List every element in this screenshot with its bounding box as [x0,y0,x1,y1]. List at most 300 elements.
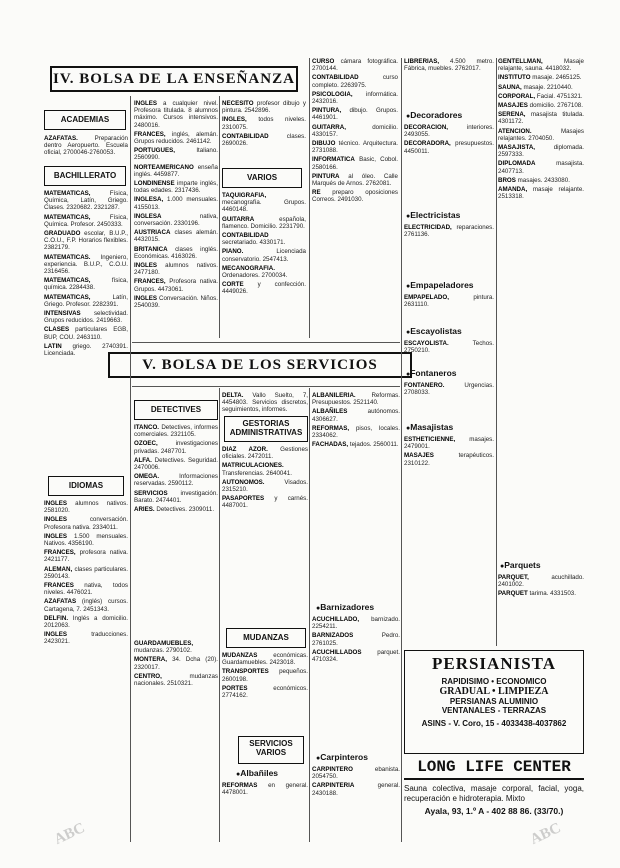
listing-keyword: INGLESA, [134,196,164,204]
listing-keyword: SERENA, [498,111,526,119]
listing [312,616,400,630]
listing-text: española, flamenco. Domicilio. 2231790. [222,215,306,230]
listing-text: ebanista. 2054750. [312,766,400,781]
listing [312,107,398,121]
listing-keyword: DIPLOMADA [498,160,536,168]
section-divider [132,386,400,387]
column-divider [130,96,131,842]
listing [44,277,128,291]
listing [134,180,218,194]
listing-text: masajes. 2479001. [404,436,494,451]
listing [498,590,584,597]
listing-text: masajes. 2433080. [517,176,570,184]
listing-text: Techos. 2750210. [404,340,494,355]
listing-keyword: ACUCHILLADO, [312,616,360,623]
listing-keyword: MATEMATICAS, [44,293,91,301]
listing [404,382,494,396]
listing-keyword: CARPINTERO [312,766,353,773]
listing [312,425,400,439]
listing-keyword: CARPINTERIA [312,782,355,790]
listing-keyword: FRANCES, [134,278,166,286]
listing-keyword: MASAJISTA, [498,144,536,152]
listing-text: 1.500 mensuales. Nativos. 4356190. [44,532,128,548]
listing [134,147,218,161]
listing [222,782,308,796]
listing [222,133,306,147]
listing-text: parquet. 4710324. [312,648,400,664]
listing-keyword: CLASES [44,326,70,334]
listing [312,408,400,422]
listing [222,392,308,414]
listing-keyword: MASAJES [404,452,434,460]
listing-text: autónomos. 4306627. [312,408,400,423]
listing [134,164,218,178]
mudanzas-column-a [134,640,218,840]
listing-keyword: FACHADAS, [312,441,349,449]
listing-text: diplomada. 2597333. [498,144,584,159]
listing-text: a cualquier nivel. Profesora titulada. 8 alumnos máximo. Cursos intensivos. 2480016. [134,100,218,129]
listing-text: investigación. Barato. 2474401. [134,489,218,504]
masajistas-category: ● Masajistas [406,422,453,432]
listing-keyword: ALFA. [134,456,152,464]
listing [312,441,400,448]
listing [134,100,218,129]
listing-keyword: ALEMAN, [44,565,73,573]
listing-keyword: MASAJES [498,102,528,110]
listing [134,229,218,243]
fontaneros-column [404,382,494,418]
listing-keyword: GUITARRA [222,215,255,223]
listing-keyword: PORTES [222,684,248,692]
listing-text: 4.500 metro. Fábrica, muebles. 2762017. [404,58,494,73]
listing-text: Detectives. 2309011. [156,506,215,514]
listing-text: Transferencias. 2640041. [222,469,292,477]
listing [134,506,218,513]
servicios-varios-heading: SERVICIOS VARIOS [238,736,304,764]
gestorias-heading: GESTORIAS ADMINISTRATIVAS [224,416,308,442]
listing-text: informática. 2432016. [312,90,398,106]
listing [312,632,400,646]
listing-keyword: AUTONOMOS. [222,478,265,486]
albanileria-column [312,392,400,592]
listing-text: masajista titulada. 4301172. [498,111,584,126]
listing-keyword: GUARDAMUEBLES, [134,640,194,647]
listing-keyword: PIANO. [222,248,244,256]
long-life-center-title: LONG LIFE CENTER [404,758,584,780]
listing-text: domicilio. 2767108. [529,102,583,110]
column-divider [401,58,402,842]
listing-keyword: INGLES [134,100,158,107]
listing [44,230,128,252]
listing-keyword: GUITARRA, [312,123,346,131]
listing-text: interiores. 2493055. [404,124,494,139]
listing-keyword: AZAFATAS. [44,135,78,142]
listing [44,631,128,645]
listing-text: griego. 2740391. Licenciada. [44,342,128,358]
empapeladores-column [404,294,494,322]
listing [222,652,308,666]
section-divider [132,342,400,343]
listing-text: secretariado. 4330171. [222,239,286,247]
listing [498,574,584,588]
listing-text: Preparación dentro Aeropuerto. Escuela oficial, 2700046-2760053. [44,135,128,157]
listing [312,392,400,406]
listing [44,582,128,596]
listing [134,640,218,654]
listing-keyword: ALBAÑILERIA. [312,392,356,399]
listing [312,649,400,663]
listing-text: enseña inglés. 4459877. [134,163,218,178]
listing-keyword: AZAFATAS [44,598,77,606]
listing [404,140,494,154]
listing-keyword: CORTE [222,281,244,289]
gestorias-column [222,446,308,626]
listing-text: nativa, todos niveles. 4476021. [44,582,128,597]
escayolistas-column [404,340,494,364]
idiomas-heading: IDIOMAS [48,476,124,496]
listing-keyword: PARQUET, [498,574,529,581]
column-divider [309,388,310,842]
listing-text: Masaje relajante, sauna. 4418032. [498,58,584,73]
listing-keyword: ESCAYOLISTA. [404,340,449,347]
listing [134,673,218,687]
listing-text: económicos. 2774162. [222,684,308,700]
listing-keyword: DIBUJO [312,140,336,148]
listing-keyword: TAQUIGRAFIA, [222,192,267,199]
listing-text: (inglés) cursos. Cartagena, 7. 2451343. [44,598,128,613]
listing-text: 34. Dcha (20). 2320017. [134,656,218,671]
listing-text: preparo oposiciones Correos. 2491030. [312,189,398,204]
listing [44,500,128,514]
column-divider [309,58,310,338]
listing-text: masaje. 2465125. [532,74,582,82]
long-life-center-address: Ayala, 93, 1.º A - 402 88 86. (33/70.) [424,806,564,816]
listing-keyword: OMEGA. [134,473,160,481]
listing-keyword: LIBRERIAS, [404,58,440,65]
decoradores-column [404,124,494,200]
listing [44,533,128,547]
listing-text: Masajes relajantes. 2704050. [498,127,584,142]
listing-keyword: INGLES [44,500,68,507]
listing-text: investigaciones privadas. 2487701. [134,440,218,455]
listing-keyword: DELTA. [222,392,244,399]
listing-text: económicas. Guardamuebles. 2423018. [222,652,308,667]
fontaneros-category: ● Fontaneros [406,368,457,378]
listing [222,281,306,295]
listing-keyword: REFORMAS, [312,424,350,432]
listing-keyword: MONTERA, [134,656,167,664]
carpinteros-column [312,766,400,840]
listing-text: tarima. 4331503. [529,590,576,598]
idiomas-column-2 [134,100,218,338]
listing [222,668,308,682]
detectives-heading: DETECTIVES [134,400,218,420]
listing-keyword: DELFIN. [44,614,69,622]
listing [312,91,398,105]
listing-keyword: ATENCION. [498,127,532,135]
listing-keyword: FRANCES [44,582,74,590]
listing-keyword: ELECTRICIDAD, [404,224,452,231]
listing-text: Visados. 2315210. [222,478,308,494]
listing [134,656,218,670]
listing-text: Reformas. Presupuestos. 2521140. [312,392,400,407]
long-life-center-text: Sauna colectiva, masaje corporal, facial, yoga, recuperación e hidroterapia. Mixto [404,784,584,803]
bachillerato-heading: BACHILLERATO [44,166,126,186]
listing-text: curso completo. 2263975. [312,74,398,89]
delta-listing [222,392,308,414]
listing-keyword: OZOEC, [134,440,158,448]
listing-text: conversación. Profesora nativa. 2334011. [44,516,128,531]
listing-text: domicilio. 4330157. [312,123,398,138]
listing-text: física, química. 2284438. [44,277,128,292]
listing [44,549,128,563]
watermark-right: ABC [527,820,564,848]
listing [498,58,584,72]
listing [44,598,128,612]
listing-keyword: MATEMATICAS. [44,253,91,261]
listing-keyword: CENTRO, [134,672,162,680]
listing-keyword: TRANSPORTES [222,668,269,676]
listing [222,495,308,509]
listing [404,452,494,466]
watermark-left: ABC [51,820,88,848]
listing-keyword: RE [312,189,321,197]
listing-text: Detectives, informes comerciales. 2321105. [134,424,218,439]
listing-text: clases inglés. Económicas. 4163026. [134,245,218,260]
listing-keyword: BRITANICA [134,245,168,253]
listing-text: mudanzas. 2790102. [134,647,192,655]
listing-keyword: ACUCHILLADOS [312,648,362,656]
albaniles-column [222,782,308,840]
persianista-line-1: RAPIDISIMO • ECONOMICO [441,677,547,686]
listing [404,58,494,72]
listing [222,216,306,230]
listing-text: mudanzas nacionales. 2510321. [134,672,218,688]
listing-keyword: EMPAPELADO, [404,294,449,301]
bachillerato-column [44,190,128,470]
listing-keyword: MECANOGRAFIA. [222,264,275,272]
listing-text: clases. 2690026. [222,132,306,148]
listing [134,440,218,454]
listing [312,766,400,780]
listing [404,124,494,138]
escayolistas-category: ● Escayolistas [406,326,462,336]
listing-text: reparaciones. 2761136. [404,224,494,239]
listing-keyword: ITANCO. [134,424,159,431]
detectives-column [134,424,218,634]
listing [134,295,218,309]
listing-text: imparte inglés, todas edades. 2317436. [134,180,218,195]
listing-text: Detectives. Seguridad. 2470006. [134,456,218,472]
barnizadores-category: ● Barnizadores [316,602,374,612]
listing [498,111,584,125]
listing-keyword: MATRICULACIONES. [222,462,284,470]
persianista-line-2: GRADUAL • LIMPIEZA [439,686,549,697]
listing-keyword: CORPORAL, [498,92,536,100]
listing-keyword: BARNIZADOS [312,632,354,640]
listing [222,446,308,460]
listing-text: al óleo. Calle Marqués de Arnos. 2762081. [312,172,398,188]
varios-column-b [222,192,306,338]
listing [134,278,218,292]
listing [404,436,494,450]
listing-keyword: PASAPORTES [222,495,265,503]
listing-keyword: ESTHETICIENNE, [404,436,456,443]
listing-keyword: INGLES [44,631,68,639]
masajistas-column [404,436,494,646]
listing-text: alumnos nativos. 2477180. [134,262,218,277]
listing [134,424,218,438]
listing-text: profesor dibujo y pintura. 2542896. [222,100,306,115]
persianista-line-3: PERSIANAS ALUMINIO [449,697,539,706]
listing [498,144,584,158]
listing [222,248,306,262]
listing-keyword: GRADUADO [44,230,81,238]
column-divider [219,388,220,842]
listing-text: alumnos nativos. 2581020. [44,500,128,515]
listing [44,135,128,157]
listing-keyword: INGLES, [222,116,247,124]
listing [44,566,128,580]
listing-text: Basic, Cobol. 2580166. [312,156,398,171]
listing [404,224,494,238]
listing-keyword: INSTITUTO [498,74,531,82]
listing [222,192,306,214]
listing-keyword: AUSTRIACA [134,229,171,237]
listing [312,140,398,154]
listing-text: mecanografía. Grupos. 4460148. [222,199,306,214]
albaniles-category: ● Albañiles [236,768,278,778]
listing-text: clases particulares. 2590143. [44,565,128,580]
listing [134,196,218,210]
listing-text: Informaciones reservadas. 2590112. [134,473,218,488]
listing [312,124,398,138]
listing-keyword: DIAZ AZOR. [222,446,268,453]
mudanzas-heading: MUDANZAS [226,628,306,648]
listing-keyword: CURSO [312,58,335,65]
listing [498,177,584,184]
listing-keyword: BROS [498,176,516,184]
listing-text: masajista. 2407713. [498,160,584,175]
listing [312,782,400,796]
decoradores-category: ● Decoradores [406,110,462,120]
listing-text: y confección. 4449026. [222,281,306,296]
listing [134,457,218,471]
listing-text: Gestiones oficiales. 2472011. [222,446,308,461]
listing [134,213,218,227]
listing-keyword: PINTURA [312,172,340,180]
listing-text: clases alemán. 4432015. [134,229,218,244]
listing-text: masaje relajante. 2513318. [498,186,584,201]
listing-text: Latín, Griego. Profesor. 2282391. [44,293,128,308]
listing [44,516,128,530]
listing [404,340,494,354]
listing-text: Conversación. Niños. 2540039. [134,294,218,310]
parquets-column [498,574,584,648]
listing-keyword: ARIES. [134,506,155,514]
listing [312,156,398,170]
listing [44,310,128,324]
listing-text: acuchillado. 2401002. [498,574,584,589]
listing [312,189,398,203]
electricistas-category: ● Electricistas [406,210,460,220]
listing-text: traducciones. 2423021. [44,631,128,646]
listing [312,173,398,187]
listing-keyword: INGLES [44,516,68,524]
listing [44,254,128,276]
listing-keyword: REFORMAS [222,782,258,789]
listing-text: Profesora nativa. Grupos. 4473061. [134,278,218,293]
listing-text: Licenciada conservatorio. 2547413. [222,248,306,263]
listing [134,473,218,487]
listing-keyword: MUDANZAS [222,652,258,659]
listing [134,131,218,145]
listing [222,265,306,279]
barnizadores-column [312,616,400,746]
section-ensenanza-title: IV. BOLSA DE LA ENSEÑANZA [50,66,298,92]
listing-text: y carnés. 4487001. [222,495,308,510]
listing-keyword: PARQUET [498,590,528,598]
listing-text: profesora nativa. 2421177. [44,549,128,564]
electricistas-column [404,224,494,272]
listing-keyword: MATEMATICAS, [44,277,91,285]
carpinteros-category: ● Carpinteros [316,752,368,762]
listing-keyword: INFORMATICA [312,156,355,164]
parquets-category: ● Parquets [500,560,541,570]
listing-keyword: GENTELLMAN, [498,58,543,65]
persianista-ad [404,650,584,754]
listing-keyword: INGLES [134,262,158,270]
mudanzas-column-b [222,652,308,732]
persianista-title: PERSIANISTA [431,654,557,673]
section-servicios-title: V. BOLSA DE LOS SERVICIOS [108,352,412,378]
listing [134,490,218,504]
listing-keyword: SAUNA, [498,83,522,91]
listing-text: escolar, B.U.P., C.O.U., F.P. Horarios flexibles. 2382179. [44,230,128,252]
listing-text: Vallo Suelto, 7, 4454803. Servicios discretos, seguimientos, informes. [222,392,308,414]
listing [44,214,128,228]
listing-keyword: PINTURA, [312,107,342,115]
empapeladores-category: ● Empapeladores [406,280,474,290]
listing [498,74,584,81]
listing-text: Urgencias. 2708033. [404,382,494,397]
listing-text: Inglés a domicilio. 2012063. [44,614,128,630]
listing-text: Física, Química, Latín, Griego. Clases. 2320682. 2321287. [44,190,128,212]
listing-keyword: SERVICIOS [134,489,168,497]
listing-keyword: NECESITO [222,100,254,107]
listing-text: Pedro. 2761025. [312,632,400,647]
listing [222,116,306,130]
listing [498,102,584,109]
listing-keyword: MATEMATICAS, [44,213,91,221]
listing-keyword: PSICOLOGIA, [312,90,353,98]
listing-text: Facial. 4751321. [536,92,583,100]
listing-text: Física, Química. Profesor. 2450333. [44,213,128,228]
masajes-right-column [498,58,584,550]
listing-text: selectividad. Grupos reducidos. 2419663. [44,310,128,325]
listing [222,232,306,246]
listing-keyword: DECORACION, [404,124,449,131]
librerias-column [404,58,494,104]
listing [404,294,494,308]
listing [222,479,308,493]
listing-text: barnizado. 2254211. [312,616,400,631]
listing-text: cámara fotográfica. 2700144. [312,58,398,73]
listing-text: presupuestos. 4450011. [404,140,494,155]
listing-keyword: INGLESA [134,212,162,220]
listing-keyword: ALBAÑILES [312,408,348,416]
listing [44,326,128,340]
